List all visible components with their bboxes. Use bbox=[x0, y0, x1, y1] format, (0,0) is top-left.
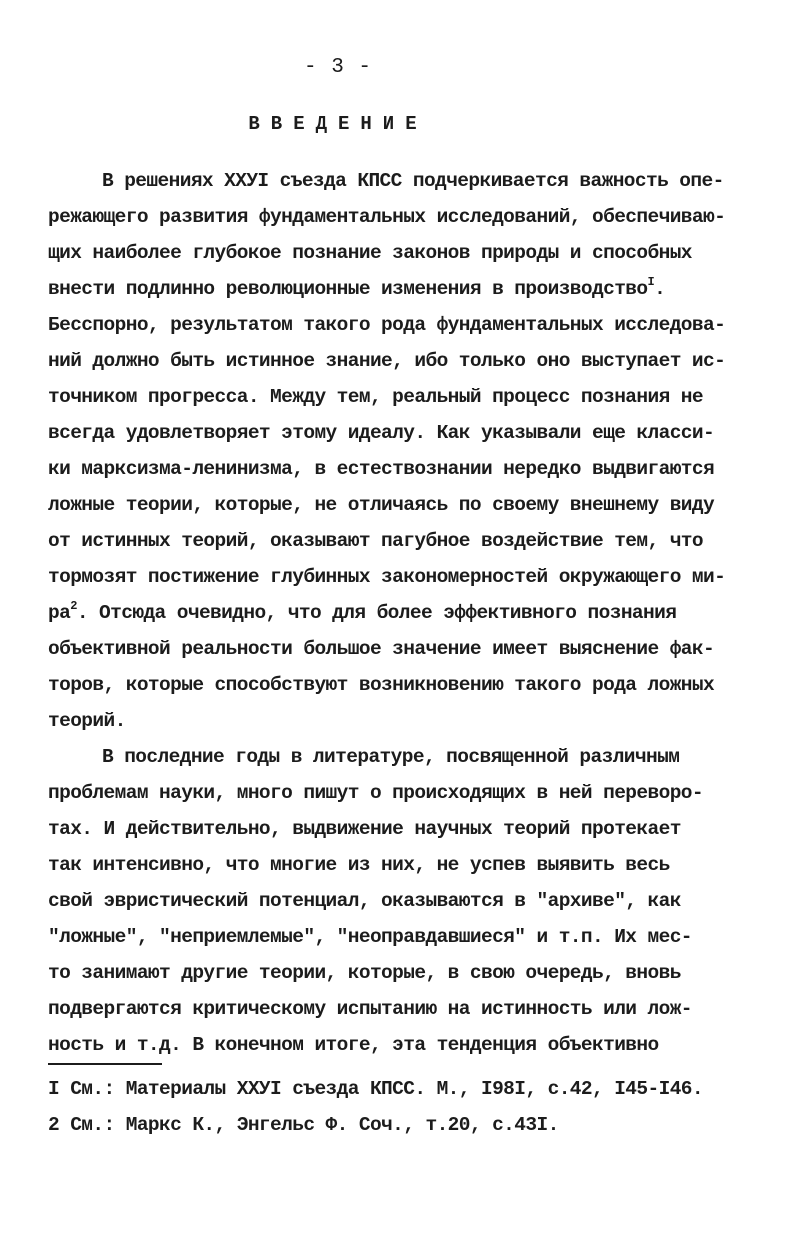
text-line: ложные теории, которые, не отличаясь по своему внешнему виду bbox=[48, 494, 715, 516]
text-line: теорий. bbox=[48, 710, 126, 732]
text-segment: внести подлинно революционные изменения в производство bbox=[48, 278, 648, 300]
footnote-ref-1: I bbox=[647, 274, 655, 289]
text-line: В решениях ХХУI съезда КПСС подчеркивается важность опе- bbox=[102, 170, 724, 192]
text-line: то занимают другие теории, которые, в свою очередь, вновь bbox=[48, 962, 681, 984]
text-line: тормозят постижение глубинных закономерностей окружающего ми- bbox=[48, 566, 726, 588]
text-line: В последние годы в литературе, посвященной различным bbox=[102, 746, 680, 768]
text-segment: . Отсюда очевидно, что для более эффективного познания bbox=[76, 602, 677, 624]
text-line: Бесспорно, результатом такого рода фундаментальных исследова- bbox=[48, 314, 726, 336]
text-line: проблемам науки, много пишут о происходящих в ней переворо- bbox=[48, 782, 704, 804]
text-line: объективной реальности большое значение имеет выяснение фак- bbox=[48, 638, 715, 660]
text-line: тах. И действительно, выдвижение научных теорий протекает bbox=[48, 818, 681, 840]
text-line: режающего развития фундаментальных исследований, обеспечиваю- bbox=[48, 206, 726, 228]
text-line: свой эвристический потенциал, оказываются в "архиве", как bbox=[48, 890, 681, 912]
text-line: торов, которые способствуют возникновению такого рода ложных bbox=[48, 674, 715, 696]
footnotes bbox=[48, 1071, 748, 1143]
text-line-with-footnote-2 bbox=[48, 595, 728, 631]
page-number: - 3 - bbox=[303, 56, 372, 79]
text-line: ки марксизма-ленинизма, в естествознании нередко выдвигаются bbox=[48, 458, 715, 480]
footnote-divider bbox=[48, 1063, 162, 1065]
footnote-2: 2 См.: Маркс К., Энгельс Ф. Соч., т.20, с.43I. bbox=[48, 1114, 559, 1136]
text-line: подвергаются критическому испытанию на истинность или лож- bbox=[48, 998, 692, 1020]
footnote-1: I См.: Материалы ХХУI съезда КПСС. М., I98I, с.42, I45-I46. bbox=[48, 1078, 704, 1100]
text-line: так интенсивно, что многие из них, не успев выявить весь bbox=[48, 854, 670, 876]
text-line: ность и т.д. В конечном итоге, эта тенденция объективно bbox=[48, 1034, 659, 1056]
footnote-ref-2: 2 bbox=[70, 598, 77, 613]
text-line-with-footnote-1 bbox=[48, 271, 728, 307]
paragraph-2 bbox=[48, 739, 728, 1063]
section-title: ВВЕДЕНИЕ bbox=[248, 113, 428, 135]
text-line: ний должно быть истинное знание, ибо только оно выступает ис- bbox=[48, 350, 726, 372]
paragraph-1 bbox=[48, 163, 728, 739]
text-line: "ложные", "неприемлемые", "неоправдавшиеся" и т.п. Их мес- bbox=[48, 926, 692, 948]
text-line: точником прогресса. Между тем, реальный процесс познания не bbox=[48, 386, 704, 408]
text-line: всегда удовлетворяет этому идеалу. Как указывали еще класси- bbox=[48, 422, 715, 444]
text-line: от истинных теорий, оказывают пагубное воздействие тем, что bbox=[48, 530, 704, 552]
text-segment: ра bbox=[48, 602, 71, 624]
text-line: щих наиболее глубокое познание законов природы и способных bbox=[48, 242, 692, 264]
body-text bbox=[48, 163, 728, 1063]
text-segment: . bbox=[654, 278, 666, 300]
